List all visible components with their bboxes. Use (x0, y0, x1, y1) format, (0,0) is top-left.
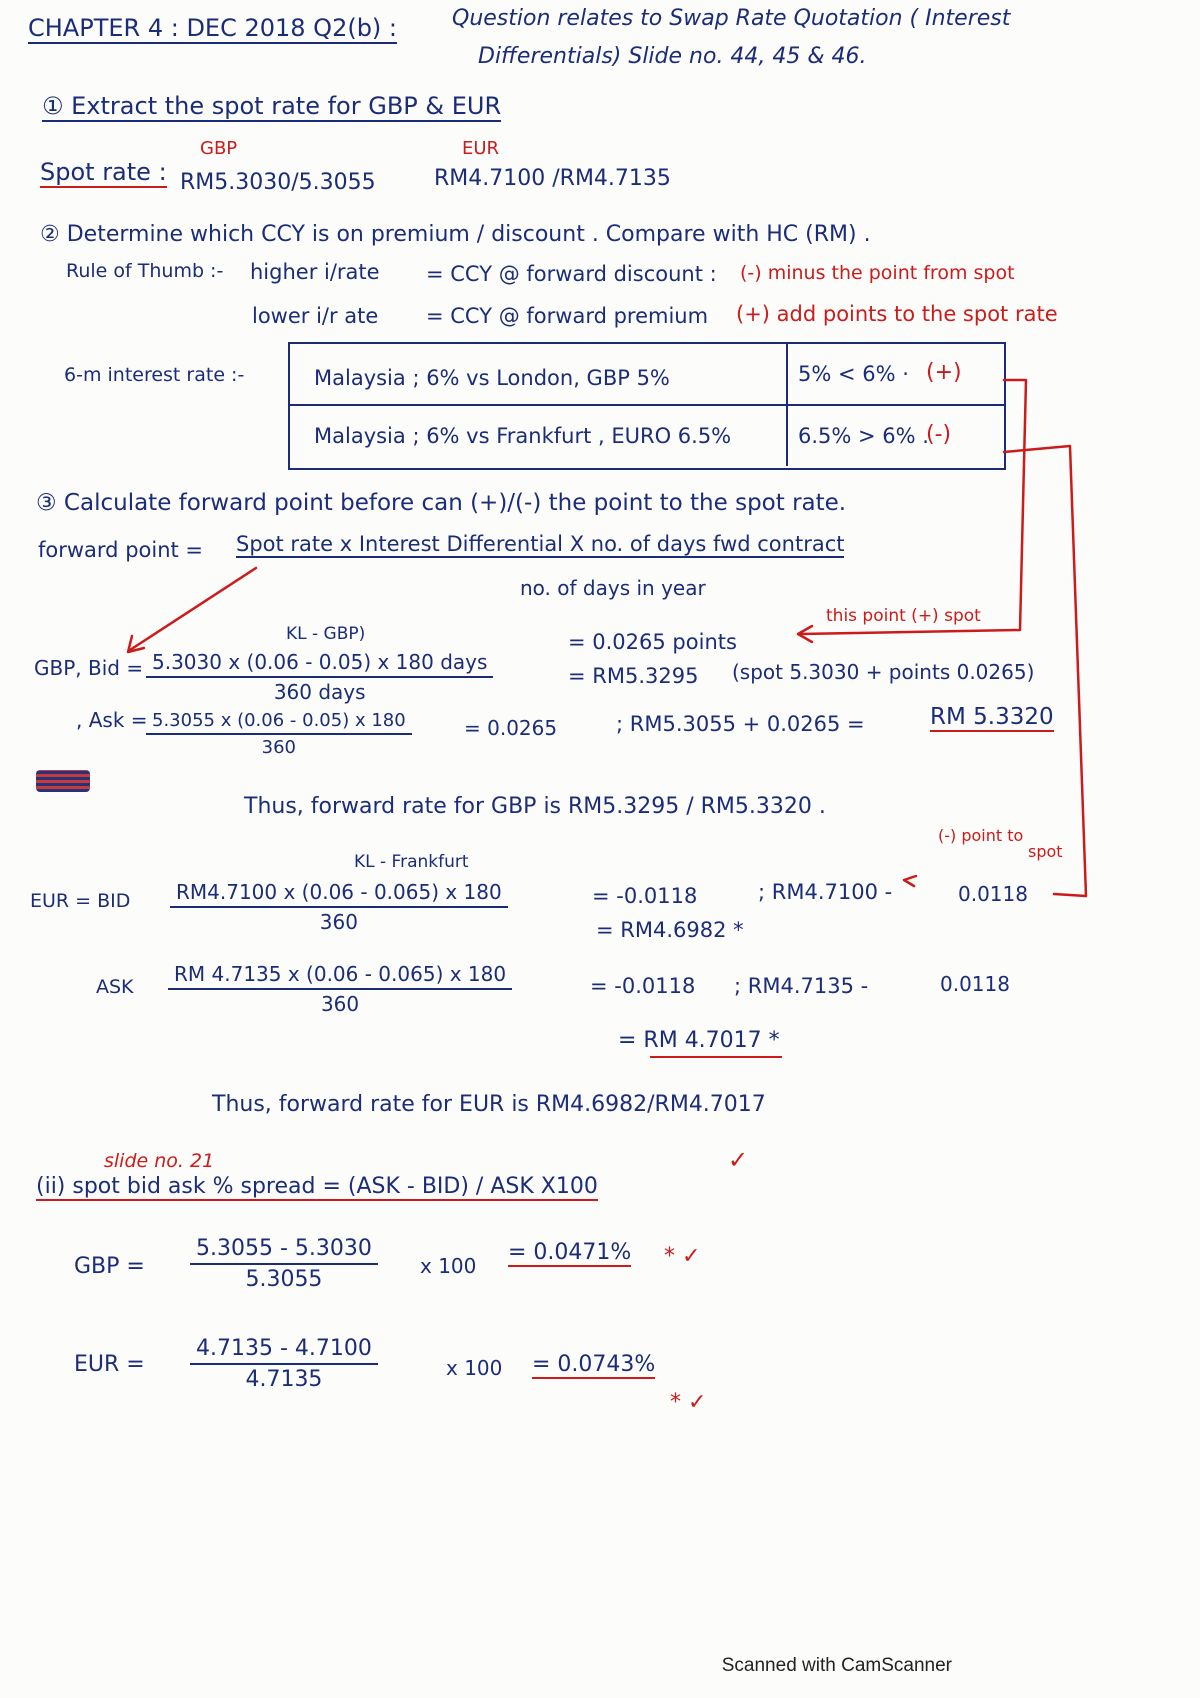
gbp-ask-points: = 0.0265 (464, 716, 558, 740)
gbp-bid-detail: (spot 5.3030 + points 0.0265) (732, 660, 1035, 684)
eur-ask-label: ASK (96, 976, 134, 998)
title-check-icon: ✓ (728, 1146, 749, 1174)
gbp-bid-points: = 0.0265 points (568, 630, 737, 654)
row2-result: 6.5% > 6% . (798, 424, 929, 448)
gbp-premium-arrow (800, 380, 1026, 634)
higher-rate: higher i/rate (250, 260, 380, 284)
eur-ask-points: = -0.0118 (590, 974, 696, 998)
eur-ask-result: = RM 4.7017 * (618, 1028, 780, 1053)
gbp-bid-note: this point (+) spot (826, 606, 981, 626)
higher-result: = CCY @ forward discount : (426, 262, 717, 286)
eur-bid-points-2: 0.0118 (958, 882, 1028, 906)
gbp-bid-result: = RM5.3295 (568, 664, 699, 688)
eur-bid-points: = -0.0118 (592, 884, 698, 908)
rule-of-thumb-label: Rule of Thumb :- (66, 260, 224, 282)
eur-check-mark: * ✓ (670, 1390, 707, 1415)
spot-rate-label: Spot rate : (40, 158, 167, 186)
eur-bid-calc: ; RM4.7100 - (758, 880, 893, 904)
eur-spread-result: = 0.0743% (532, 1352, 656, 1377)
gbp-spread-numerator: 5.3055 - 5.3030 (190, 1236, 378, 1265)
eur-ask-numerator: RM 4.7135 x (0.06 - 0.065) x 180 (168, 962, 512, 990)
eur-ask-points-2: 0.0118 (940, 972, 1010, 996)
gbp-spot-rate: RM5.3030/5.3055 (180, 170, 376, 195)
eur-bid-numerator: RM4.7100 x (0.06 - 0.065) x 180 (170, 880, 508, 908)
gbp-ask-numerator: 5.3055 x (0.06 - 0.05) x 180 (146, 710, 412, 735)
gbp-bid-label: GBP, Bid = (34, 656, 144, 680)
gbp-ask-calc: ; RM5.3055 + 0.0265 = (616, 712, 865, 736)
gbp-conclusion: Thus, forward rate for GBP is RM5.3295 / RM5.3320 . (244, 794, 826, 819)
kl-frankfurt-note: KL - Frankfurt (354, 852, 469, 872)
slide-note: slide no. 21 (104, 1150, 215, 1172)
eur-spread-numerator: 4.7135 - 4.7100 (190, 1336, 378, 1365)
minus-point-note-2: spot (1028, 842, 1063, 861)
eur-red-label: EUR (462, 138, 500, 159)
lower-rate: lower i/r ate (252, 304, 379, 328)
gbp-spread-denominator: 5.3055 (245, 1267, 323, 1292)
eur-conclusion: Thus, forward rate for EUR is RM4.6982/RM4.7017 (212, 1092, 766, 1117)
gbp-ask-denominator: 360 (261, 737, 297, 758)
row2-sign: (-) (926, 422, 952, 447)
eur-discount-arrow (1004, 446, 1086, 896)
forward-point-denominator: no. of days in year (520, 576, 706, 600)
gbp-ask-label: , Ask = (76, 708, 148, 732)
kl-gbp-note: KL - GBP) (286, 624, 366, 644)
gbp-check-mark: * ✓ (664, 1244, 701, 1269)
chapter-heading: CHAPTER 4 : DEC 2018 Q2(b) : (28, 14, 398, 42)
step1-title: ① Extract the spot rate for GBP & EUR (42, 92, 502, 120)
gbp-ask-result: RM 5.3320 (930, 704, 1054, 730)
eur-spread-label: EUR = (74, 1352, 145, 1377)
interest-rate-label: 6-m interest rate :- (64, 364, 245, 386)
gbp-bid-numerator: 5.3030 x (0.06 - 0.05) x 180 days (146, 650, 493, 678)
formula-arrow (130, 568, 256, 650)
scanner-watermark: Scanned with CamScanner (721, 1655, 952, 1676)
higher-sign: (-) minus the point from spot (740, 262, 1015, 284)
row1-compare: Malaysia ; 6% vs London, GBP 5% (314, 366, 670, 390)
forward-point-label: forward point = (38, 538, 204, 562)
gbp-spread-result: = 0.0471% (508, 1240, 632, 1265)
eur-spread-denominator: 4.7135 (245, 1367, 323, 1392)
question-line-1: Question relates to Swap Rate Quotation ( Interest (452, 6, 1011, 31)
minus-point-note-1: (-) point to (938, 826, 1024, 845)
eur-spread-multiplier: x 100 (446, 1356, 503, 1380)
eur-ask-calc: ; RM4.7135 - (734, 974, 869, 998)
gbp-spread-label: GBP = (74, 1254, 145, 1279)
eur-bid-result: = RM4.6982 * (596, 918, 744, 942)
step2-title: ② Determine which CCY is on premium / discount . Compare with HC (RM) . (40, 222, 871, 247)
eur-spot-rate: RM4.7100 /RM4.7135 (434, 166, 671, 191)
lower-result: = CCY @ forward premium (426, 304, 709, 328)
eur-discount-arrowhead (904, 876, 916, 886)
gbp-red-label: GBP (200, 138, 238, 159)
lower-sign: (+) add points to the spot rate (736, 302, 1058, 326)
row1-result: 5% < 6% · (798, 362, 909, 386)
row1-sign: (+) (926, 360, 962, 385)
forward-point-numerator: Spot rate x Interest Differential X no. of days fwd contract (236, 532, 845, 556)
question-line-2: Differentials) Slide no. 44, 45 & 46. (478, 44, 867, 69)
eur-ask-denominator: 360 (320, 992, 360, 1016)
row2-compare: Malaysia ; 6% vs Frankfurt , EURO 6.5% (314, 424, 732, 448)
gbp-spread-multiplier: x 100 (420, 1254, 477, 1278)
eur-bid-denominator: 360 (319, 910, 358, 934)
step3-title: ③ Calculate forward point before can (+)/(-) the point to the spot rate. (36, 490, 847, 516)
gbp-bid-denominator: 360 days (273, 680, 366, 704)
spread-title: (ii) spot bid ask % spread = (ASK - BID) / ASK X100 (36, 1174, 598, 1199)
eur-bid-label: EUR = BID (30, 890, 131, 912)
